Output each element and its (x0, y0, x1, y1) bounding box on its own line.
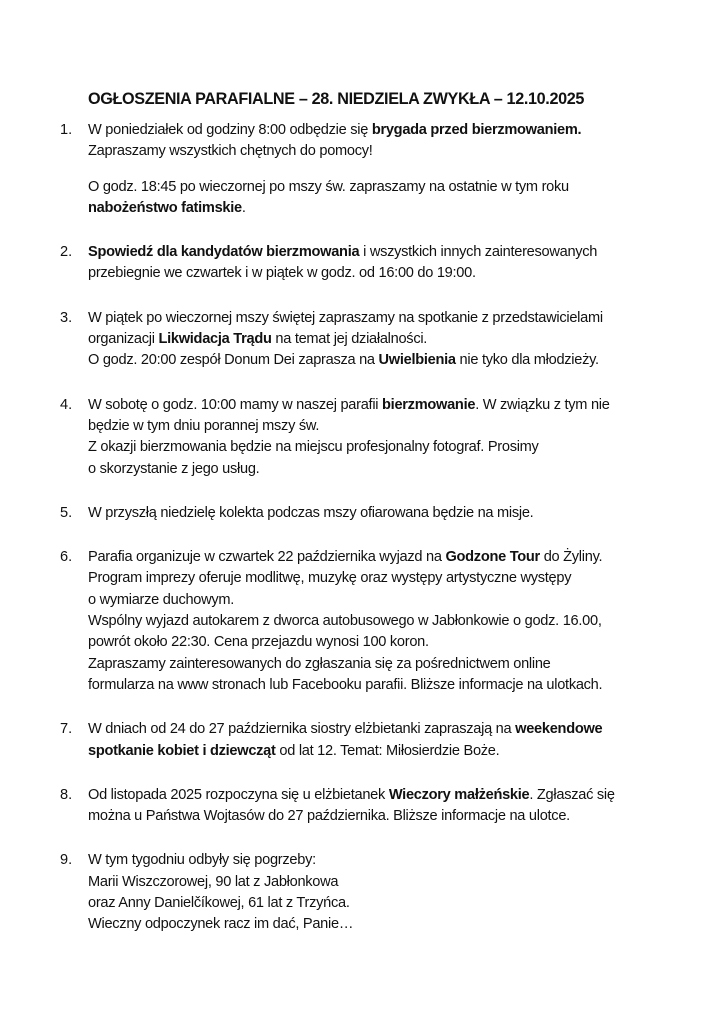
announcement-item (60, 719, 680, 762)
item-number: 2. (60, 244, 73, 261)
page-title: OGŁOSZENIA PARAFIALNE – 28. NIEDZIELA ZWYKŁA – 12.10.2025 (88, 90, 585, 108)
announcement-paragraph (88, 547, 680, 696)
text-segment: o wymiarze duchowym. (88, 591, 235, 608)
text-line (88, 242, 680, 263)
text-line (88, 350, 680, 371)
text-segment: na temat jej działalności. (271, 331, 428, 348)
text-line (88, 719, 680, 740)
item-number: 6. (60, 549, 73, 566)
text-line (88, 437, 680, 458)
item-number: 4. (60, 396, 73, 413)
announcement-paragraph (88, 719, 680, 762)
text-line (88, 675, 680, 696)
text-segment: W piątek po wieczornej mszy świętej zapraszamy na spotkanie z przedstawicielami (88, 309, 603, 326)
item-number: 9. (60, 852, 73, 869)
text-segment: W sobotę o godz. 10:00 mamy w naszej parafii (88, 396, 383, 413)
text-line (88, 263, 680, 284)
text-line (88, 503, 680, 524)
text-segment: W poniedziałek od godziny 8:00 odbędzie się (88, 122, 372, 138)
text-segment: Zapraszamy wszystkich chętnych do pomocy! (88, 143, 373, 160)
text-line (88, 547, 680, 568)
text-line (88, 611, 680, 632)
text-line (88, 806, 680, 827)
text-line (88, 141, 680, 162)
announcement-paragraph (88, 503, 680, 524)
bold-text: nabożeństwo fatimskie (88, 199, 242, 216)
text-segment: oraz Anny Danielčíkowej, 61 lat z Trzyńca. (88, 895, 350, 912)
announcement-paragraph (88, 395, 680, 480)
text-segment: nie tyko dla młodzieży. (455, 352, 599, 369)
announcement-item (60, 503, 680, 524)
bold-text: bierzmowanie (382, 396, 476, 413)
text-line (88, 632, 680, 653)
text-line (88, 177, 680, 198)
text-segment: W dniach od 24 do 27 października siostry elżbietanki zapraszają na (88, 721, 516, 738)
bold-text: Godzone Tour (445, 549, 540, 566)
text-segment: formularza na www stronach lub Facebooku parafii. Bliższe informacje na ulotkach. (88, 676, 603, 693)
text-line (88, 741, 680, 762)
announcement-paragraph (88, 242, 680, 285)
announcement-paragraph (88, 308, 680, 372)
text-segment: Zapraszamy zainteresowanych do zgłaszania się za pośrednictwem online (88, 655, 551, 672)
bold-text: weekendowe (515, 721, 603, 738)
text-line (88, 395, 680, 416)
text-line (88, 416, 680, 437)
text-segment: . Zgłaszać się (529, 786, 615, 803)
text-segment: o skorzystanie z jego usług. (88, 460, 260, 477)
bold-text: spotkanie kobiet i dziewcząt (88, 742, 276, 759)
text-line (88, 120, 680, 141)
text-segment: od lat 12. Temat: Miłosierdzie Boże. (275, 742, 500, 759)
text-line (88, 568, 680, 589)
announcement-item (60, 120, 680, 219)
announcement-list (60, 120, 680, 959)
announcement-paragraph (88, 785, 680, 828)
bold-text: Wieczory małżeńskie (388, 786, 530, 803)
announcement-paragraph (88, 850, 680, 935)
text-segment: przebiegnie we czwartek i w piątek w godz. od 16:00 do 19:00. (88, 265, 476, 282)
text-line (88, 329, 680, 350)
text-segment: O godz. 18:45 po wieczornej po mszy św. zapraszamy na ostatnie w tym roku (88, 178, 569, 195)
text-segment: można u Państwa Wojtasów do 27 października. Bliższe informacje na ulotce. (88, 808, 570, 825)
text-segment: i wszystkich innych zainteresowanych (359, 244, 598, 261)
text-segment: Wspólny wyjazd autokarem z dworca autobusowego w Jabłonkowie o godz. 16.00, (88, 613, 602, 630)
text-segment: Program imprezy oferuje modlitwę, muzykę oraz występy artystyczne występy (88, 570, 572, 587)
text-segment: organizacji (88, 331, 159, 348)
text-line (88, 459, 680, 480)
text-line (88, 654, 680, 675)
bold-text: brygada przed bierzmowaniem. (371, 122, 582, 138)
announcement-item (60, 242, 680, 285)
announcement-item (60, 308, 680, 372)
announcement-paragraph (88, 177, 680, 220)
text-line (88, 308, 680, 329)
item-number: 7. (60, 721, 73, 738)
text-line (88, 872, 680, 893)
text-segment: będzie w tym dniu porannej mszy św. (88, 417, 320, 434)
announcement-item (60, 785, 680, 828)
text-line (88, 590, 680, 611)
text-line (88, 785, 680, 806)
text-segment: do Żyliny. (539, 549, 603, 566)
item-number: 8. (60, 786, 73, 803)
text-segment: . (241, 199, 246, 216)
text-segment: O godz. 20:00 zespół Donum Dei zaprasza na (88, 352, 379, 369)
announcement-item (60, 395, 680, 480)
text-segment: W tym tygodniu odbyły się pogrzeby: (88, 852, 316, 869)
bold-text: Likwidacja Trądu (158, 331, 272, 348)
item-number: 5. (60, 504, 73, 521)
text-line (88, 914, 680, 935)
text-segment: Marii Wiszczorowej, 90 lat z Jabłonkowa (88, 873, 339, 890)
text-line (88, 893, 680, 914)
bold-text: Spowiedź dla kandydatów bierzmowania (88, 244, 360, 261)
announcement-item (60, 547, 680, 696)
text-line (88, 850, 680, 871)
text-segment: Parafia organizuje w czwartek 22 października wyjazd na (88, 549, 446, 566)
text-segment: Z okazji bierzmowania będzie na miejscu profesjonalny fotograf. Prosimy (88, 439, 539, 456)
text-line (88, 198, 680, 219)
text-segment: Wieczny odpoczynek racz im dać, Panie… (88, 916, 354, 933)
item-number: 1. (60, 122, 73, 138)
announcement-item (60, 850, 680, 935)
text-segment: powrót około 22:30. Cena przejazdu wynosi 100 koron. (88, 634, 429, 651)
text-segment: . W związku z tym nie (475, 396, 610, 413)
text-segment: W przyszłą niedzielę kolekta podczas mszy ofiarowana będzie na misje. (88, 504, 534, 521)
bold-text: Uwielbienia (378, 352, 456, 369)
item-number: 3. (60, 309, 73, 326)
announcement-paragraph (88, 120, 680, 163)
text-segment: Od listopada 2025 rozpoczyna się u elżbietanek (88, 786, 389, 803)
